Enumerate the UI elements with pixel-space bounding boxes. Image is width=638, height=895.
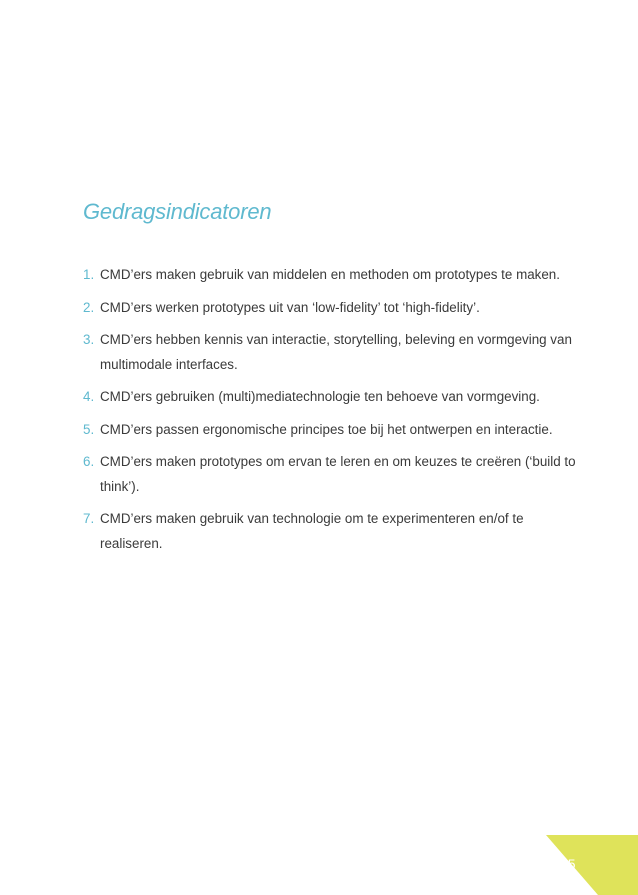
list-item-number: 2. xyxy=(83,299,95,315)
page-corner-tab xyxy=(538,835,638,895)
list-item xyxy=(83,507,583,556)
page-number: 35 xyxy=(560,856,576,872)
list-item-number: 3. xyxy=(83,332,95,347)
list-item-text: CMD’ers hebben kennis van interactie, storytelling, beleving en vormgeving van multimodale interfaces. xyxy=(100,332,572,372)
list-item xyxy=(83,296,583,321)
list-item xyxy=(83,450,583,499)
list-item-text: CMD’ers maken gebruik van middelen en methoden om prototypes te maken. xyxy=(100,267,560,282)
list-item-text: CMD’ers passen ergonomische principes toe bij het ontwerpen en interactie. xyxy=(100,421,553,437)
list-item xyxy=(83,418,583,443)
list-item-text: CMD’ers maken gebruik van technologie om te experimenteren en/of te realiseren. xyxy=(100,511,524,551)
list-item-number: 5. xyxy=(83,421,95,437)
indicator-list xyxy=(83,263,583,564)
list-item xyxy=(83,263,583,288)
list-item-text: CMD’ers werken prototypes uit van ‘low-fidelity’ tot ‘high-fidelity’. xyxy=(100,299,480,315)
list-item xyxy=(83,385,583,410)
list-item-text: CMD’ers maken prototypes om ervan te leren en om keuzes te creëren (‘build to think’). xyxy=(100,454,576,494)
list-item-text: CMD’ers gebruiken (multi)mediatechnologie ten behoeve van vormgeving. xyxy=(100,389,540,404)
list-item xyxy=(83,328,583,377)
list-item-number: 1. xyxy=(83,267,95,282)
list-item-number: 7. xyxy=(83,511,95,526)
section-heading: Gedragsindicatoren xyxy=(83,199,272,224)
list-item-number: 4. xyxy=(83,389,95,404)
list-item-number: 6. xyxy=(83,454,95,469)
